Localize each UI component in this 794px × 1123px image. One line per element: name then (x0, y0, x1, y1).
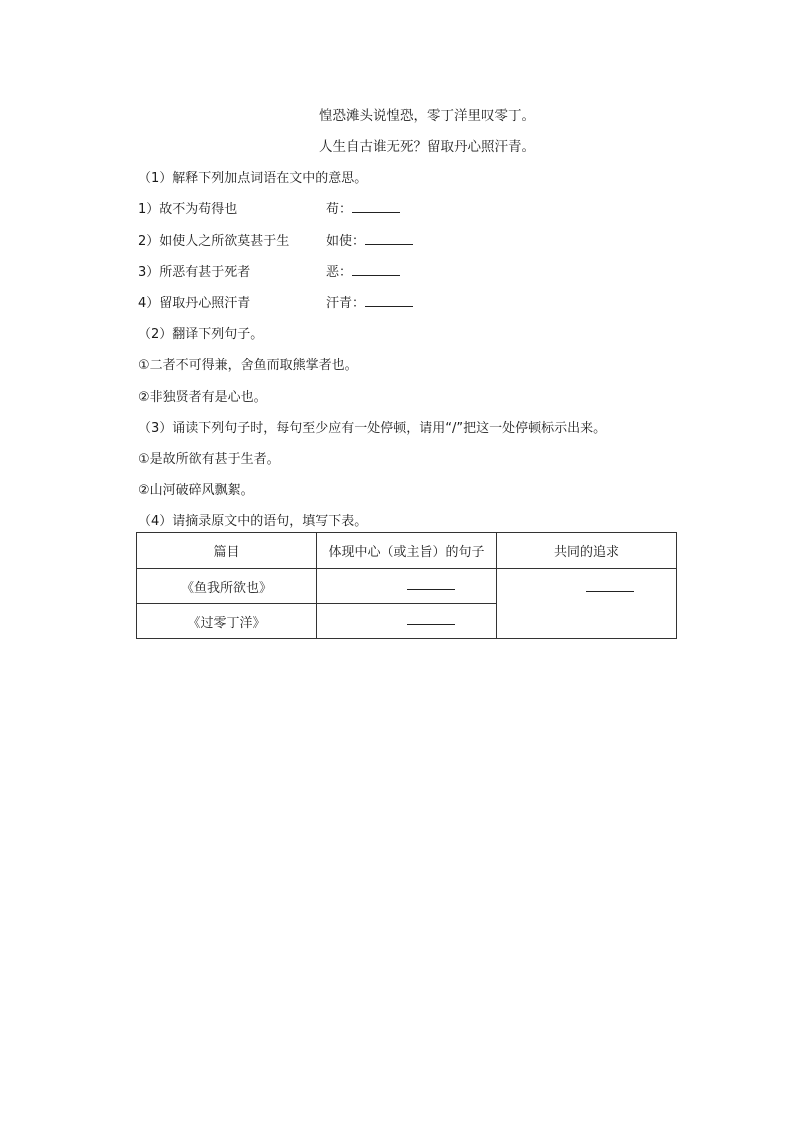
q1-word-4: 汗青： (326, 296, 366, 311)
q1-answer-2 (326, 230, 413, 249)
q1-word-3: 恶： (326, 265, 353, 280)
table-header-cell: 篇目 (137, 533, 317, 569)
q3-item-2: ②山河破碎风飘絮。 (138, 483, 254, 498)
answer-blank[interactable] (407, 612, 455, 625)
table-header-cell: 共同的追求 (497, 533, 677, 569)
q1-word-1: 苟： (326, 202, 353, 217)
answer-blank[interactable] (352, 200, 400, 213)
table-row (137, 569, 677, 604)
table-answer-cell (317, 569, 497, 604)
question-1-title: （1）解释下列加点词语在文中的意思。 (138, 171, 368, 186)
question-3-title: （3）诵读下列句子时，每句至少应有一处停顿，请用“/”把这一处停顿标示出来。 (138, 421, 607, 436)
table-header-row (137, 533, 677, 569)
q2-item-1: ①二者不可得兼，舍鱼而取熊掌者也。 (138, 358, 358, 373)
q1-item-1: 1）故不为苟得也 (138, 202, 238, 217)
answer-blank[interactable] (365, 294, 413, 307)
answer-blank[interactable] (365, 232, 413, 245)
poem-line-2: 人生自古谁无死？留取丹心照汗青。 (319, 139, 535, 155)
q1-answer-1 (326, 198, 400, 217)
answer-blank[interactable] (586, 579, 634, 592)
q1-item-4: 4）留取丹心照汗青 (138, 296, 251, 311)
table-answer-cell (317, 604, 497, 639)
answer-blank[interactable] (407, 577, 455, 590)
summary-table (136, 532, 677, 639)
question-4-title: （4）请摘录原文中的语句，填写下表。 (138, 514, 368, 529)
question-2-title: （2）翻译下列句子。 (138, 327, 264, 342)
q2-item-2: ②非独贤者有是心也。 (138, 390, 267, 405)
q1-word-2: 如使： (326, 234, 366, 249)
poem-line-1: 惶恐滩头说惶恐，零丁洋里叹零丁。 (319, 108, 535, 124)
table-header-cell: 体现中心（或主旨）的句子 (317, 533, 497, 569)
q1-item-3: 3）所恶有甚于死者 (138, 265, 251, 280)
q1-answer-3 (326, 261, 400, 280)
q1-answer-4 (326, 292, 413, 311)
q3-item-1: ①是故所欲有甚于生者。 (138, 452, 280, 467)
table-merged-cell (497, 569, 677, 639)
table-row-title: 《鱼我所欲也》 (137, 569, 317, 604)
table-row-title: 《过零丁洋》 (137, 604, 317, 639)
q1-item-2: 2）如使人之所欲莫甚于生 (138, 234, 290, 249)
answer-blank[interactable] (352, 263, 400, 276)
